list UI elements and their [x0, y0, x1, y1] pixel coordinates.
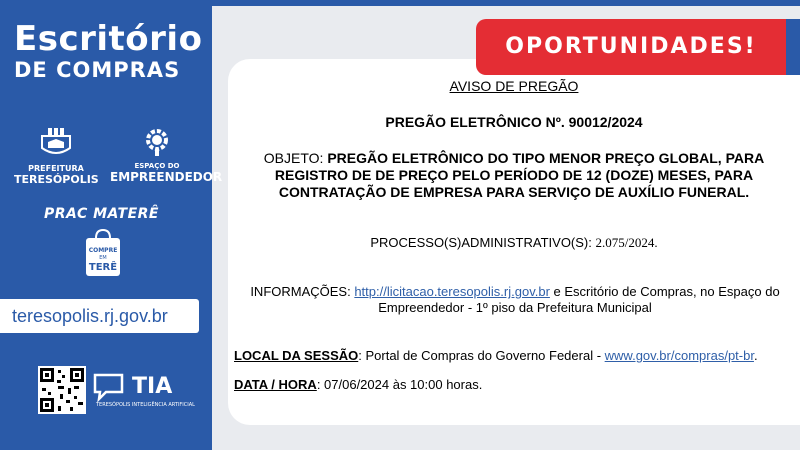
- prefeitura-label: PREFEITURA: [28, 164, 84, 173]
- notice-heading: AVISO DE PREGÃO: [449, 78, 579, 94]
- objeto-paragraph: [242, 150, 786, 201]
- site-url-link[interactable]: teresopolis.rj.gov.br: [0, 299, 199, 333]
- brand-line2: DE COMPRAS: [14, 58, 181, 82]
- prefeitura-city: TERESÓPOLIS: [14, 173, 99, 186]
- oportunidades-banner: OPORTUNIDADES!: [476, 19, 786, 75]
- local-end: .: [753, 348, 758, 363]
- licitacao-link[interactable]: http://licitacao.teresopolis.rj.gov.br: [354, 284, 550, 299]
- brand-line1: Escritório: [14, 19, 203, 59]
- tia-sub: TERESÓPOLIS INTELIGÊNCIA ARTIFICIAL: [96, 402, 195, 408]
- brand-logo: [14, 19, 203, 82]
- local-text: : Portal de Compras do Governo Federal -: [358, 348, 605, 363]
- data-label: DATA / HORA: [234, 377, 317, 392]
- info-rest: e Escritório de Compras, no Espaço do Empreendedor - 1º piso da Prefeitura Municipal: [378, 284, 780, 315]
- bag-text-tere: TERÊ: [88, 262, 118, 273]
- banner-edge: [786, 19, 800, 75]
- bag-text-compre: COMPRE: [88, 247, 118, 254]
- espaco-name: EMPREENDEDOR: [110, 170, 223, 184]
- qr-code: [38, 366, 86, 414]
- data-text: : 07/06/2024 às 10:00 horas.: [316, 377, 483, 392]
- bag-text-em: EM: [99, 255, 107, 261]
- espaco-empreendedor-logo: [110, 126, 223, 184]
- gear-icon: [142, 126, 172, 158]
- objeto-text: PREGÃO ELETRÔNICO DO TIPO MENOR PREÇO GLOBAL, PARA REGISTRO DE DE PREÇO PELO PERÍODO DE 12 (DOZE) MESES, PARA CONTRATAÇÃO DE EMPRESA PARA SERVIÇO DE AUXÍLIO FUNERAL.: [274, 150, 765, 200]
- city-crest-icon: [36, 126, 76, 160]
- local-label: LOCAL DA SESSÃO: [234, 348, 359, 363]
- pracmatere-logo: PRAC MATERÊ: [44, 206, 159, 222]
- tia-logo: [92, 372, 195, 408]
- informacoes-paragraph: [238, 284, 792, 316]
- objeto-label: OBJETO:: [263, 150, 328, 166]
- prefeitura-logo: [14, 126, 98, 186]
- processo-value: 2.075/2024.: [595, 235, 658, 250]
- espaco-top-label: ESPAÇO DO: [134, 162, 180, 170]
- top-blue-strip: [212, 0, 800, 6]
- processo-line: [228, 235, 800, 251]
- local-line: [234, 348, 794, 363]
- info-label: INFORMAÇÕES:: [250, 284, 355, 299]
- shopping-bag-icon: [84, 228, 122, 278]
- pregao-number: PREGÃO ELETRÔNICO Nº. 90012/2024: [385, 114, 643, 130]
- data-hora-line: [234, 377, 794, 392]
- chat-bubble-icon: [92, 372, 128, 402]
- tia-name: TIA: [132, 374, 173, 399]
- processo-label: PROCESSO(S)ADMINISTRATIVO(S):: [370, 235, 596, 250]
- compras-gov-link[interactable]: www.gov.br/compras/pt-br: [604, 348, 754, 363]
